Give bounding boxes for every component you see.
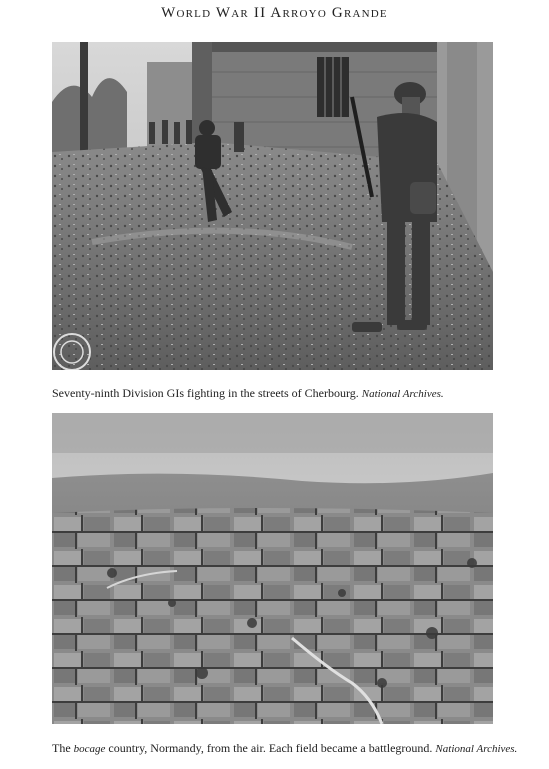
caption-credit: National Archives. [361,388,444,400]
running-head: World War II Arroyo Grande [161,5,388,21]
caption-credit: National Archives. [435,743,518,755]
caption-text: country, Normandy, from the air. Each field became a battleground. [108,741,433,755]
caption-bocage [52,741,518,756]
bocage-aerial-photo [52,413,493,724]
caption-italic-word: bocage [73,743,106,755]
caption-street-fighting [52,386,512,401]
street-fighting-illustration [52,42,493,370]
caption-text: Seventy-ninth Division GIs fighting in the streets of Cherbourg. [52,386,359,400]
caption-prefix: The [52,741,71,755]
street-fighting-photo [52,42,493,370]
bocage-aerial-illustration [52,413,493,724]
